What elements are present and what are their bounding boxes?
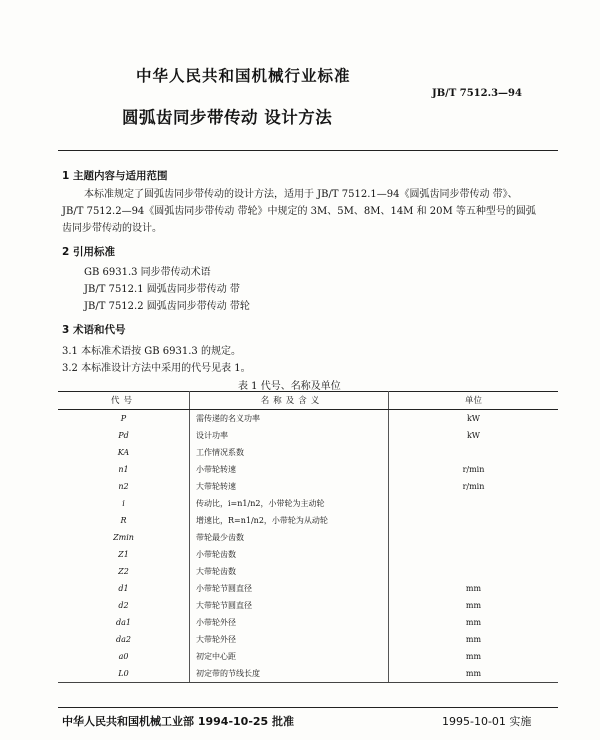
unit-cell: mm <box>389 665 559 683</box>
name-cell: 初定中心距 <box>190 648 389 665</box>
table-row <box>58 614 558 631</box>
document-title: 圆弧齿同步带传动 设计方法 <box>122 108 333 127</box>
name-cell: 初定带的节线长度 <box>190 665 389 683</box>
table-row <box>58 495 558 512</box>
section-2-heading: 2 引用标准 <box>62 246 115 258</box>
name-cell: 大带轮齿数 <box>190 563 389 580</box>
header-name: 名称及含义 <box>190 392 389 410</box>
symbol-cell: da2 <box>58 631 190 648</box>
unit-cell: r/min <box>462 481 485 491</box>
clause-3-2: 3.2 本标准设计方法中采用的代号见表 1。 <box>62 363 251 374</box>
clause-3-1: 3.1 本标准术语按 GB 6931.3 的规定。 <box>62 346 241 357</box>
name-cell: 大带轮转速 <box>190 478 389 495</box>
symbol-cell: P <box>58 410 190 428</box>
symbol-cell: L0 <box>58 665 190 683</box>
name-cell: 小带轮转速 <box>190 461 389 478</box>
symbol-cell: Z2 <box>58 563 190 580</box>
issuing-organization: 中华人民共和国机械行业标准 <box>136 67 351 85</box>
section-3-heading: 3 术语和代号 <box>62 324 126 336</box>
unit-cell: mm <box>465 600 482 610</box>
symbol-cell: da1 <box>58 614 190 631</box>
standard-code: JB/T 7512.3—94 <box>432 88 522 99</box>
unit-cell: kW <box>466 430 481 440</box>
name-cell: 小带轮外径 <box>190 614 389 631</box>
reference-item: JB/T 7512.1 圆弧齿同步带传动 带 <box>84 284 240 295</box>
table-row <box>58 478 558 495</box>
table-row <box>58 580 558 597</box>
symbol-cell: n2 <box>58 478 190 495</box>
symbol-cell: n1 <box>58 461 190 478</box>
name-cell: 需传递的名义功率 <box>190 410 389 428</box>
table-row <box>58 410 558 428</box>
symbol-cell: KA <box>58 444 190 461</box>
table-row <box>58 529 558 546</box>
table-row <box>58 546 558 563</box>
section-1-line: 本标准规定了圆弧齿同步带传动的设计方法，适用于 JB/T 7512.1—94《圆弧齿同步带传动 带》、 <box>84 189 518 200</box>
table-row <box>58 631 558 648</box>
unit-cell: r/min <box>462 464 485 474</box>
symbol-cell: a0 <box>58 648 190 665</box>
footer-divider <box>58 707 558 708</box>
table-row <box>58 648 558 665</box>
unit-cell <box>389 495 559 512</box>
unit-cell: kW <box>466 413 481 423</box>
approval-note: 中华人民共和国机械工业部 1994-10-25 批准 <box>62 715 295 728</box>
section-1-line: JB/T 7512.2—94《圆弧齿同步带传动 带轮》中规定的 3M、5M、8M、14M 和 20M 等五种型号的圆弧 <box>62 206 536 217</box>
unit-cell <box>389 529 559 546</box>
name-cell: 小带轮齿数 <box>190 546 389 563</box>
implementation-date: 1995-10-01 实施 <box>442 715 532 728</box>
symbol-cell: Z1 <box>58 546 190 563</box>
unit-cell <box>389 444 559 461</box>
table-row <box>58 597 558 614</box>
unit-cell: mm <box>465 617 482 627</box>
header-divider <box>58 150 558 151</box>
reference-item: JB/T 7512.2 圆弧齿同步带传动 带轮 <box>84 301 250 312</box>
table-row <box>58 512 558 529</box>
unit-cell: mm <box>465 583 482 593</box>
name-cell: 带轮最少齿数 <box>190 529 389 546</box>
table-row <box>58 665 558 683</box>
table-row <box>58 427 558 444</box>
symbol-cell: d1 <box>58 580 190 597</box>
table-row <box>58 461 558 478</box>
name-cell: 设计功率 <box>190 427 389 444</box>
name-cell: 大带轮外径 <box>190 631 389 648</box>
symbol-cell: R <box>58 512 190 529</box>
symbol-cell: d2 <box>58 597 190 614</box>
unit-cell: mm <box>465 634 482 644</box>
section-1-heading: 1 主题内容与适用范围 <box>62 170 168 182</box>
symbol-cell: Pd <box>58 427 190 444</box>
unit-cell <box>389 512 559 529</box>
table-row <box>58 444 558 461</box>
table-header-row <box>58 392 558 410</box>
symbol-cell: i <box>58 495 190 512</box>
unit-cell <box>389 546 559 563</box>
unit-cell: mm <box>465 651 482 661</box>
name-cell: 大带轮节圆直径 <box>190 597 389 614</box>
header-symbol: 代号 <box>58 392 190 410</box>
table-caption: 表 1 代号、名称及单位 <box>238 381 341 392</box>
name-cell: 传动比，i=n1/n2，小带轮为主动轮 <box>190 495 389 512</box>
reference-item: GB 6931.3 同步带传动术语 <box>84 267 211 278</box>
header-unit: 单位 <box>389 392 559 410</box>
symbol-cell: Zmin <box>58 529 190 546</box>
table-row <box>58 563 558 580</box>
name-cell: 小带轮节圆直径 <box>190 580 389 597</box>
name-cell: 工作情况系数 <box>190 444 389 461</box>
name-cell: 增速比，R=n1/n2，小带轮为从动轮 <box>190 512 389 529</box>
section-1-line: 齿同步带传动的设计。 <box>62 223 162 234</box>
unit-cell <box>389 563 559 580</box>
symbols-table <box>58 391 558 683</box>
